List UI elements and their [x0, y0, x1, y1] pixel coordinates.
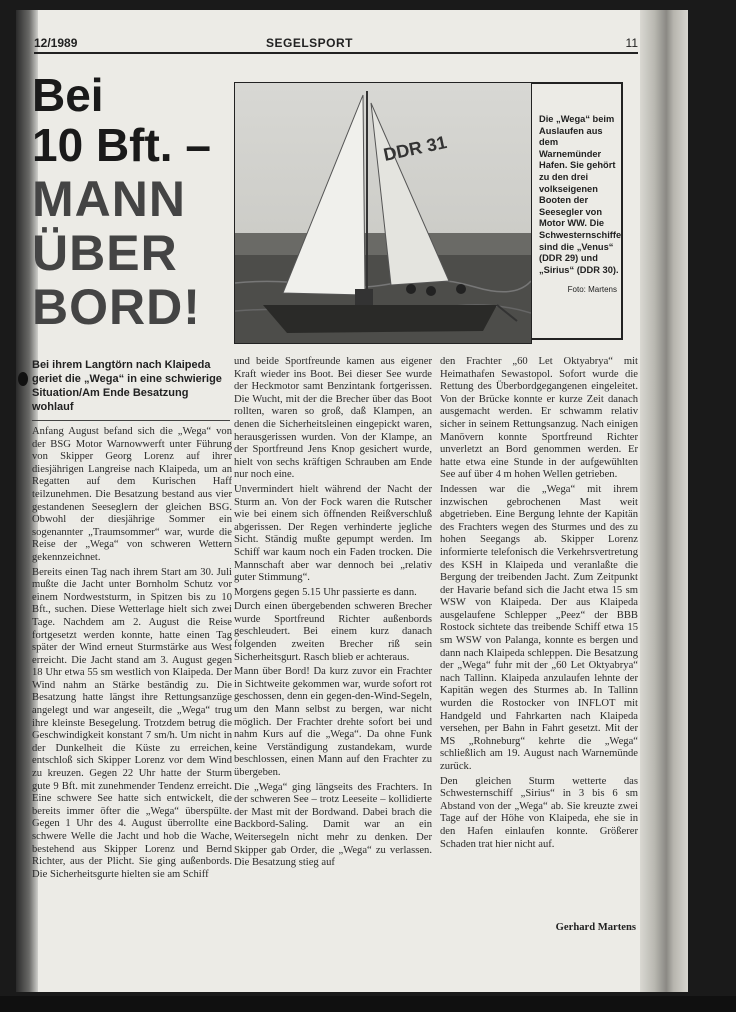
headline-line-5: BORD!	[32, 279, 201, 335]
headline	[32, 69, 232, 336]
article-column-2	[234, 356, 432, 976]
paragraph: Den gleichen Sturm wetterte das Schwesternschiff „Sirius“ in 3 bis 6 sm Abstand von der „Wega“ ab. Sie kreuzte zwei Tage auf der Höhe von Klaipeda, ehe sie in den Hafen einlaufen konnte. Größerer Schaden trat hier nicht auf.	[440, 775, 638, 850]
scan-border	[0, 996, 736, 1012]
caption-text: Die „Wega“ beim Auslaufen aus dem Warnemünder Hafen. Sie gehört zu den drei volkseigenen Booten der Seesegler von Motor WW. Die Schwesternschiffe sind die „Venus“ (DDR 29) und „Sirius“ (DDR 30).	[539, 114, 622, 275]
article-column-3	[440, 356, 638, 916]
sailboat-photo	[234, 82, 532, 344]
paragraph: den Frachter „60 Let Oktyabrya“ mit Heimathafen Sewastopol. Sofort wurde die Rettung des Überbordgegangenen eingeleitet. Von der Brücke konnte er kurze Zeit danach ausgemacht werden. Er schwamm relativ sicher in seinem Rettungsanzug. Nach einigen Manövern konnte Sportfreund Richter unverletzt an Bord genommen werden. Er hatte etwa eine Stunde in der aufgewühlten See auf über 4 m hohen Wellen getrieben.	[440, 356, 638, 481]
headline-line-1: Bei	[32, 69, 104, 121]
magazine-name: SEGELSPORT	[266, 36, 354, 50]
lead-paragraph: Bei ihrem Langtörn nach Klaipeda geriet die „Wega“ in eine schwierige Situation/Am Ende Besatzung wohlauf	[32, 359, 222, 413]
sailboat-illustration	[235, 83, 531, 343]
headline-line-2: 10 Bft. –	[32, 119, 211, 171]
paragraph: Morgens gegen 5.15 Uhr passierte es dann.	[234, 586, 417, 598]
lead-separator	[32, 420, 230, 421]
sail-number: DDR 31	[381, 132, 449, 165]
paragraph: Bereits einen Tag nach ihrem Start am 30. Juli mußte die Jacht unter Bornholm Schutz vor einem Nordweststurm, in Spitzen bis zu 10 Bft., suchen. Diese Wetterlage hielt sich zwei Tage. Nachdem am 2. August die Reise fortgesetzt werden konnte, hatte einen Tag später der Wind erneut Sturmstärke aus West erreicht. Die Jacht stand am 3. August gegen 18 Uhr etwa 55 sm westlich von Klaipeda. Der Wind nahm an Stärke beständig zu. Die Besatzung hatte längst ihre Rettungsanzüge angelegt und war angeseilt, die „Wega“ trug ihre kleinste Besegelung. Trotzdem betrug die Geschwindigkeit konstant 7 sm/h. Um nicht in der Dunkelheit die Küste zu erreichen, entschloß sich Skipper Lorenz vor dem Wind zu kreuzen. Gegen 22 Uhr hatte der Sturm gute 9 Bft. mit zunehmender Tendenz erreicht. Eine schwere See hatte sich entwickelt, die bereits immer öfter die „Wega“ überspülte. Gegen 1 Uhr des 4. August überrollte eine schwere Welle die Jacht und hob die Wache, bestehend aus Skipper Lorenz und Bernd Richter, aus der Plicht. Sie ging außenbords. Die Sicherheitsgurte hielten sie am Schiff	[32, 566, 232, 880]
author-byline: Gerhard Martens	[555, 922, 636, 933]
article-column-1	[32, 426, 232, 982]
photo-caption	[531, 82, 623, 340]
paragraph: und beide Sportfreunde kamen aus eigener Kraft wieder ins Boot. Bei dieser See wurde der Heckmotor samt Benzintank fortgerissen. Die Wucht, mit der die Brecher über das Boot rollten, waren so groß, daß Klampen, an denen die Sicherheitsleinen eingepickt waren, herausgerissen wurden. Von der Klampe, an der Sportfreund Jens Knop gesichert wurde, hielt von sechs kräftigen Schrauben am Ende nur noch eine.	[234, 356, 432, 481]
headline-line-3: MANN	[32, 171, 186, 227]
paragraph: Die „Wega“ ging längseits des Frachters. In der schweren See – trotz Leeseite – kollidierte der Mast mit der Bordwand. Dabei brach die Backbord-Saling. Damit war an ein Weitersegeln nicht mehr zu denken. Der Skipper gab Order, die „Wega“ zu verlassen. Die Besatzung stieg auf	[234, 781, 432, 869]
paragraph: Anfang August befand sich die „Wega“ von der BSG Motor Warnowwerft unter Führung von Skipper Georg Lorenz auf ihrer diesjährigen Langreise nach Klaipeda, um an Regatten auf dem Kurischen Haff teilzunehmen. Die Besatzung bestand aus vier gestandenen Seeseglern der gleichen BSG. Obwohl der diesjährige Sommer ein sogenannter „Traumsommer“ war, wurde die Reise der „Wega“ von schweren Wettern gekennzeichnet.	[32, 426, 232, 563]
page-stack-edge	[640, 10, 688, 992]
paragraph: Indessen war die „Wega“ mit ihrem inzwischen gebrochenen Mast weit abgetrieben. Eine Bergung lehnte der Kapitän des Frachters wegen des Sturmes und des zu hohen Seegangs ab. Skipper Lorenz informierte telefonisch die Verkehrsvertretung des KSH in Klaipeda und veranlaßte die Bergung der treibenden Jacht. Zum Zeitpunkt der Havarie befand sich die Jacht etwa 15 sm WSW von Klaipeda. Der aus Klaipeda ausgelaufene Schlepper „Peez“ der BBB Rostock sichtete das treibende Schiff etwa 15 sm WSW von Palanga, konnte es bergen und dann nach Klaipeda schleppen. Die Besatzung der „Wega“ fuhr mit der „60 Let Oktyabrya“ nach Tallinn. Klaipeda anzulaufen lehnte der Kapitän wegen des Sturmes ab. In Tallinn wurden die Rostocker von INFLOT mit Handgeld und Fahrkarten nach Klaipeda versehen, per Bahn in Fahrt gesetzt. Mit der MS „Rohneburg“ kehrte die „Wega“ schließlich am 19. August nach Warnemünde zurück.	[440, 483, 638, 772]
paragraph: Unvermindert hielt während der Nacht der Sturm an. Von der Fock waren die Rutscher wie bei einem sich öffnenden Reißverschluß abgerissen. Der Regen verhinderte jegliche Sicht. Ständig mußte gepumpt werden. Im Schiff war kaum noch ein Faden trocken. Die Mannschaft aber war dennoch bei „relativ guter Stimmung“.	[234, 483, 432, 584]
issue-number: 12/1989	[34, 36, 78, 50]
photo-credit: Foto: Martens	[567, 285, 617, 295]
paragraph: Durch einen übergebenden schweren Brecher wurde Sportfreund Richter außenbords geschleudert. Bei einem kurz danach folgenden zweiten Brecher riß sein Sicherheitsgurt. Rasch blieb er achteraus.	[234, 601, 432, 663]
header-rule	[34, 52, 638, 54]
paragraph: Mann über Bord! Da kurz zuvor ein Frachter in Sichtweite gekommen war, wurde sofort rot geschossen, denn ein gegen-den-Wind-Segeln, um den Mann selbst zu bergen, war nicht möglich. Der Frachter drehte sofort bei und nahm Kurs auf die „Wega“. Da ohne Funk keine Verständigung zustandekam, wurde beschlossen, einen Mann auf den Frachter zu übergeben.	[234, 666, 432, 778]
page-number: 11	[625, 36, 638, 50]
binding-hole	[18, 372, 28, 386]
headline-line-4: ÜBER	[32, 225, 178, 281]
magazine-page	[16, 10, 688, 992]
